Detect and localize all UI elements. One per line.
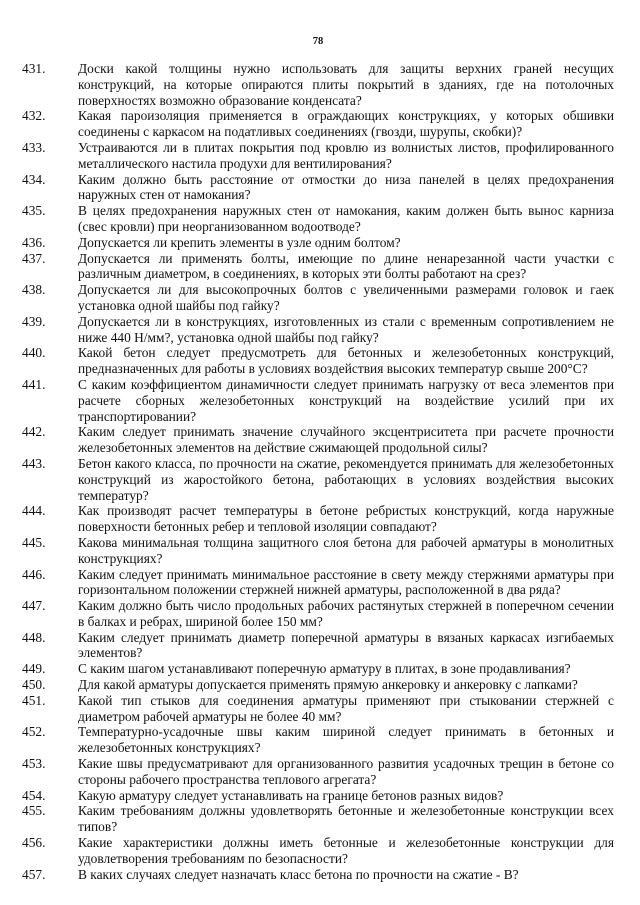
question-number: 454.	[22, 787, 46, 803]
question-number: 447.	[22, 598, 46, 614]
question-item	[22, 140, 614, 172]
question-text: Для какой арматуры допускается применять прямую анкеровку и анкеровку с лапками?	[78, 677, 578, 693]
question-item	[22, 61, 614, 108]
question-text: С каким коэффициентом динамичности следует принимать нагрузку от веса элементов при расчете сборных железобетонных конструкций на воздействие усилий при их транспортировании?	[78, 376, 614, 424]
question-number: 433.	[22, 139, 46, 155]
question-number: 434.	[22, 171, 46, 187]
question-number: 448.	[22, 629, 46, 645]
question-text: Каким следует принимать минимальное расстояние в свету между стержнями арматуры при горизонтальном положении стержней нижней арматуры, расположенной в два ряда?	[78, 566, 614, 598]
question-text: Как производят расчет температуры в бетоне ребристых конструкций, когда наружные поверхности бетонных ребер и тепловой изоляции совпадают?	[78, 503, 614, 535]
question-text: Температурно-усадочные швы каким шириной следует принимать в бетонных и железобетонных конструкциях?	[78, 724, 614, 756]
question-number: 446.	[22, 566, 46, 582]
question-text: Какие швы предусматривают для организованного развития усадочных трещин в бетоне со стороны рабочего пространства теплового агрегата?	[78, 756, 614, 787]
question-text: Допускается ли применять болты, имеющие по длине ненарезанной части участки с различным диаметром, в соединениях, в которых эти болты работают на срез?	[78, 250, 614, 282]
question-item	[22, 203, 614, 235]
question-item	[22, 598, 614, 630]
question-text: Каким должно быть расстояние от отмостки до низа панелей в целях предохранения наружных стен от намокания?	[78, 171, 614, 203]
question-item	[22, 377, 614, 424]
question-text: Какой тип стыков для соединения арматуры применяют при стыковании стержней с диаметром рабочей арматуры не более 40 мм?	[78, 692, 614, 724]
question-text: Какую арматуру следует устанавливать на границе бетонов разных видов?	[78, 787, 504, 803]
page-number: 78	[312, 36, 324, 47]
question-item	[22, 567, 614, 599]
question-number: 441.	[22, 376, 46, 392]
question-item	[22, 108, 614, 140]
question-item	[22, 251, 614, 283]
question-item	[22, 630, 614, 662]
question-number: 455.	[22, 803, 46, 819]
question-item	[22, 788, 614, 804]
question-number: 444.	[22, 503, 46, 519]
question-number: 435.	[22, 203, 46, 219]
question-text: Допускается ли для высокопрочных болтов с увеличенными размерами головок и гаек установка одной шайбы под гайку?	[78, 282, 614, 313]
question-item	[22, 345, 614, 377]
question-number: 431.	[22, 61, 46, 76]
question-number: 450.	[22, 677, 46, 693]
question-item	[22, 867, 614, 883]
question-item	[22, 235, 614, 251]
question-number: 452.	[22, 724, 46, 740]
question-item	[22, 535, 614, 567]
question-number: 432.	[22, 108, 46, 124]
question-number: 451.	[22, 692, 46, 708]
question-item	[22, 677, 614, 693]
question-number: 437.	[22, 250, 46, 266]
question-item	[22, 172, 614, 204]
question-number: 449.	[22, 661, 46, 677]
question-text: Какой бетон следует предусмотреть для бетонных и железобетонных конструкций, предназначенных для работы в условиях воздействия высоких температур свыше 200°С?	[78, 345, 614, 377]
question-list	[22, 61, 614, 882]
question-number: 442.	[22, 424, 46, 440]
question-text: Устраиваются ли в плитах покрытия под кровлю из волнистых листов, профилированного металлического настила продухи для вентилирования?	[78, 139, 614, 171]
question-text: Какая пароизоляция применяется в ограждающих конструкциях, у которых обшивки соединены с каркасом на податливых соединениях (гвозди, шурупы, скобки)?	[78, 108, 614, 140]
question-text: С каким шагом устанавливают поперечную арматуру в плитах, в зоне продавливания?	[78, 661, 571, 677]
question-text: Какие характеристики должны иметь бетонные и железобетонные конструкции для удовлетворения требованиям по безопасности?	[78, 835, 614, 866]
question-text: Бетон какого класса, по прочности на сжатие, рекомендуется принимать для железобетонных конструкций из жаростойкого бетона, работающих в условиях воздействия высоких температур?	[78, 455, 614, 503]
question-text: Доски какой толщины нужно использовать для защиты верхних граней несущих конструкций, на которые опираются плиты покрытий в зданиях, где на потолочных поверхностях возможно образование конденсата?	[78, 61, 614, 108]
question-number: 436.	[22, 234, 46, 250]
question-number: 457.	[22, 866, 46, 882]
question-text: Допускается ли крепить элементы в узле одним болтом?	[78, 234, 401, 250]
question-text: Каким следует принимать диаметр поперечной арматуры в вязаных каркасах изгибаемых элементов?	[78, 629, 614, 661]
question-item	[22, 314, 614, 346]
question-text: В целях предохранения наружных стен от намокания, каким должен быть вынос карниза (свес кровли) при неорганизованном водоотводе?	[78, 203, 614, 234]
question-text: Допускается ли в конструкциях, изготовленных из стали с временным сопротивлением не ниже 440 Н/мм?, установка одной шайбы под гайку?	[78, 313, 614, 345]
question-item	[22, 503, 614, 535]
question-text: Каким требованиям должны удовлетворять бетонные и железобетонные конструкции всех типов?	[78, 803, 614, 835]
question-item	[22, 282, 614, 314]
question-text: Каким должно быть число продольных рабочих растянутых стержней в поперечном сечении в балках и ребрах, шириной более 150 мм?	[78, 598, 614, 629]
question-number: 456.	[22, 835, 46, 851]
question-item	[22, 835, 614, 867]
question-number: 440.	[22, 345, 46, 361]
question-number: 445.	[22, 534, 46, 550]
question-item	[22, 803, 614, 835]
question-number: 438.	[22, 282, 46, 298]
question-item	[22, 661, 614, 677]
question-item	[22, 724, 614, 756]
question-number: 439.	[22, 313, 46, 329]
question-item	[22, 756, 614, 788]
question-text: Какова минимальная толщина защитного слоя бетона для рабочей арматуры в монолитных конструкциях?	[78, 534, 614, 566]
question-item	[22, 693, 614, 725]
question-text: В каких случаях следует назначать класс бетона по прочности на сжатие - В?	[78, 866, 519, 882]
question-number: 443.	[22, 455, 46, 471]
question-text: Каким следует принимать значение случайного эксцентриситета при расчете прочности железобетонных элементов на действие сжимающей продольной силы?	[78, 424, 614, 456]
question-item	[22, 456, 614, 503]
question-number: 453.	[22, 756, 46, 772]
question-item	[22, 424, 614, 456]
